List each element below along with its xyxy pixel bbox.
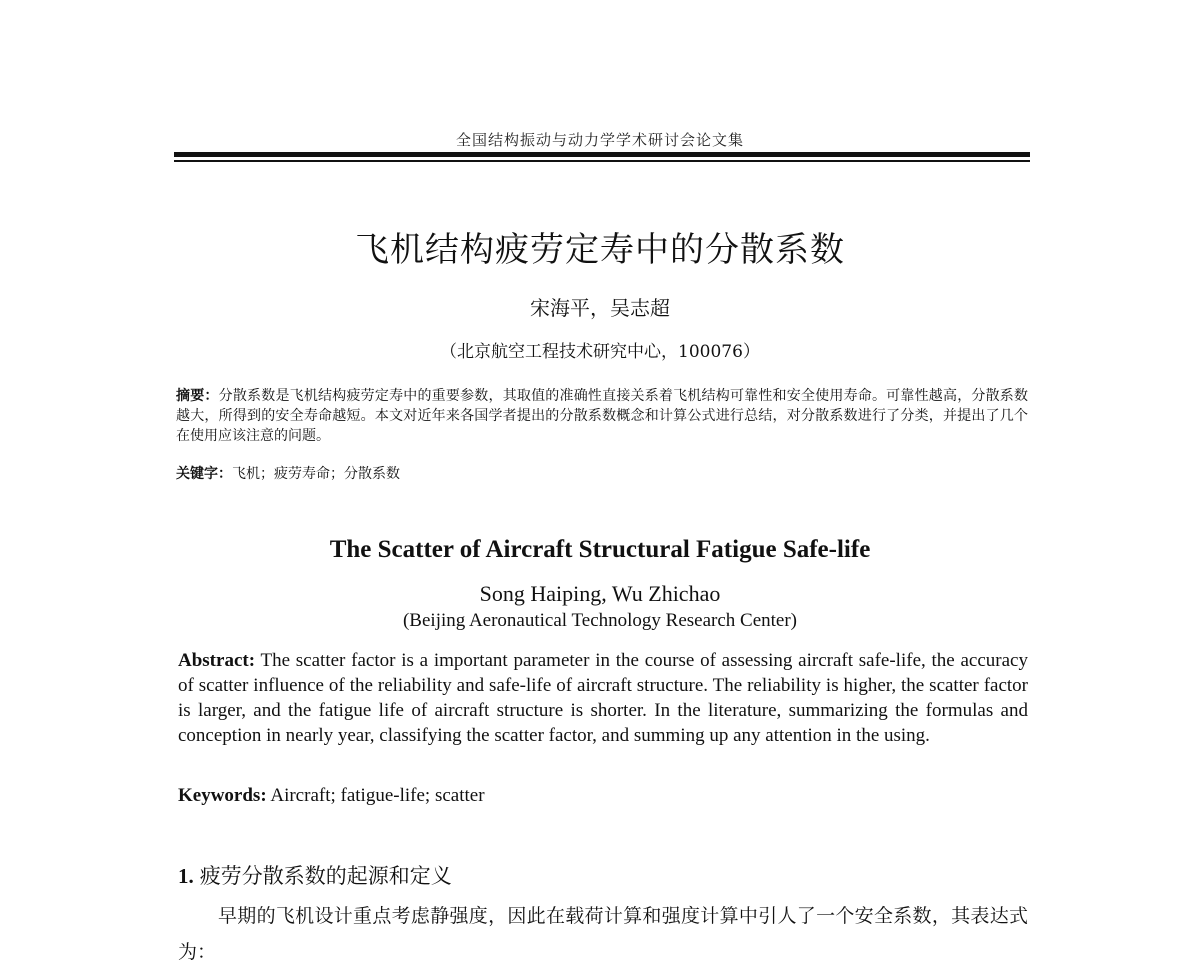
section-1-heading: [178, 860, 452, 890]
keywords-en-text: Aircraft; fatigue-life; scatter: [270, 785, 485, 806]
header-rule-thick: [174, 152, 1030, 157]
header-rule-thin: [174, 160, 1030, 162]
affiliation-en: (Beijing Aeronautical Technology Research Center): [402, 610, 798, 631]
section-1-paragraph: 早期的飞机设计重点考虑静强度，因此在载荷计算和强度计算中引人了一个安全系数，其表达式为：: [178, 905, 1028, 963]
keywords-cn: [176, 464, 400, 484]
abstract-cn-label: 摘要：: [176, 388, 219, 404]
keywords-en: [178, 785, 485, 807]
abstract-en-label: Abstract:: [178, 650, 256, 671]
section-1-title: 疲劳分散系数的起源和定义: [199, 864, 452, 888]
abstract-en: [178, 648, 1028, 748]
authors-cn: 宋海平，吴志超: [530, 296, 670, 320]
running-header: 全国结构振动与动力学学术研讨会论文集: [455, 131, 744, 149]
keywords-cn-text: 飞机；疲劳寿命；分散系数: [232, 466, 400, 482]
abstract-cn: [176, 386, 1028, 446]
affiliation-cn: （北京航空工程技术研究中心，100076）: [440, 342, 760, 362]
abstract-cn-text: 分散系数是飞机结构疲劳定寿中的重要参数，其取值的准确性直接关系着飞机结构可靠性和安全使用寿命。可靠性越高，分散系数越大，所得到的安全寿命越短。本文对近年来各国学者提出的分散系数概念和计算公式进行总结，对分散系数进行了分类，并提出了几个在使用应该注意的问题。: [176, 388, 1029, 444]
abstract-en-text: The scatter factor is a important parameter in the course of assessing aircraft safe-life, the accuracy of scatter influence of the reliability and safe-life of aircraft structure. The reliability is higher, the scatter factor is larger, and the fatigue life of aircraft structure is shorter. In the literature, summarizing the formulas and conception in nearly year, classifying the scatter factor, and summing up any attention in the using.: [178, 650, 1028, 746]
section-1-number: 1.: [178, 864, 194, 888]
paper-title-cn: 飞机结构疲劳定寿中的分散系数: [355, 230, 845, 270]
keywords-en-label: Keywords:: [178, 785, 267, 806]
paper-title-en: The Scatter of Aircraft Structural Fatigue Safe-life: [329, 536, 871, 563]
authors-en: Song Haiping, Wu Zhichao: [479, 581, 721, 606]
keywords-cn-label: 关键字：: [176, 466, 232, 482]
